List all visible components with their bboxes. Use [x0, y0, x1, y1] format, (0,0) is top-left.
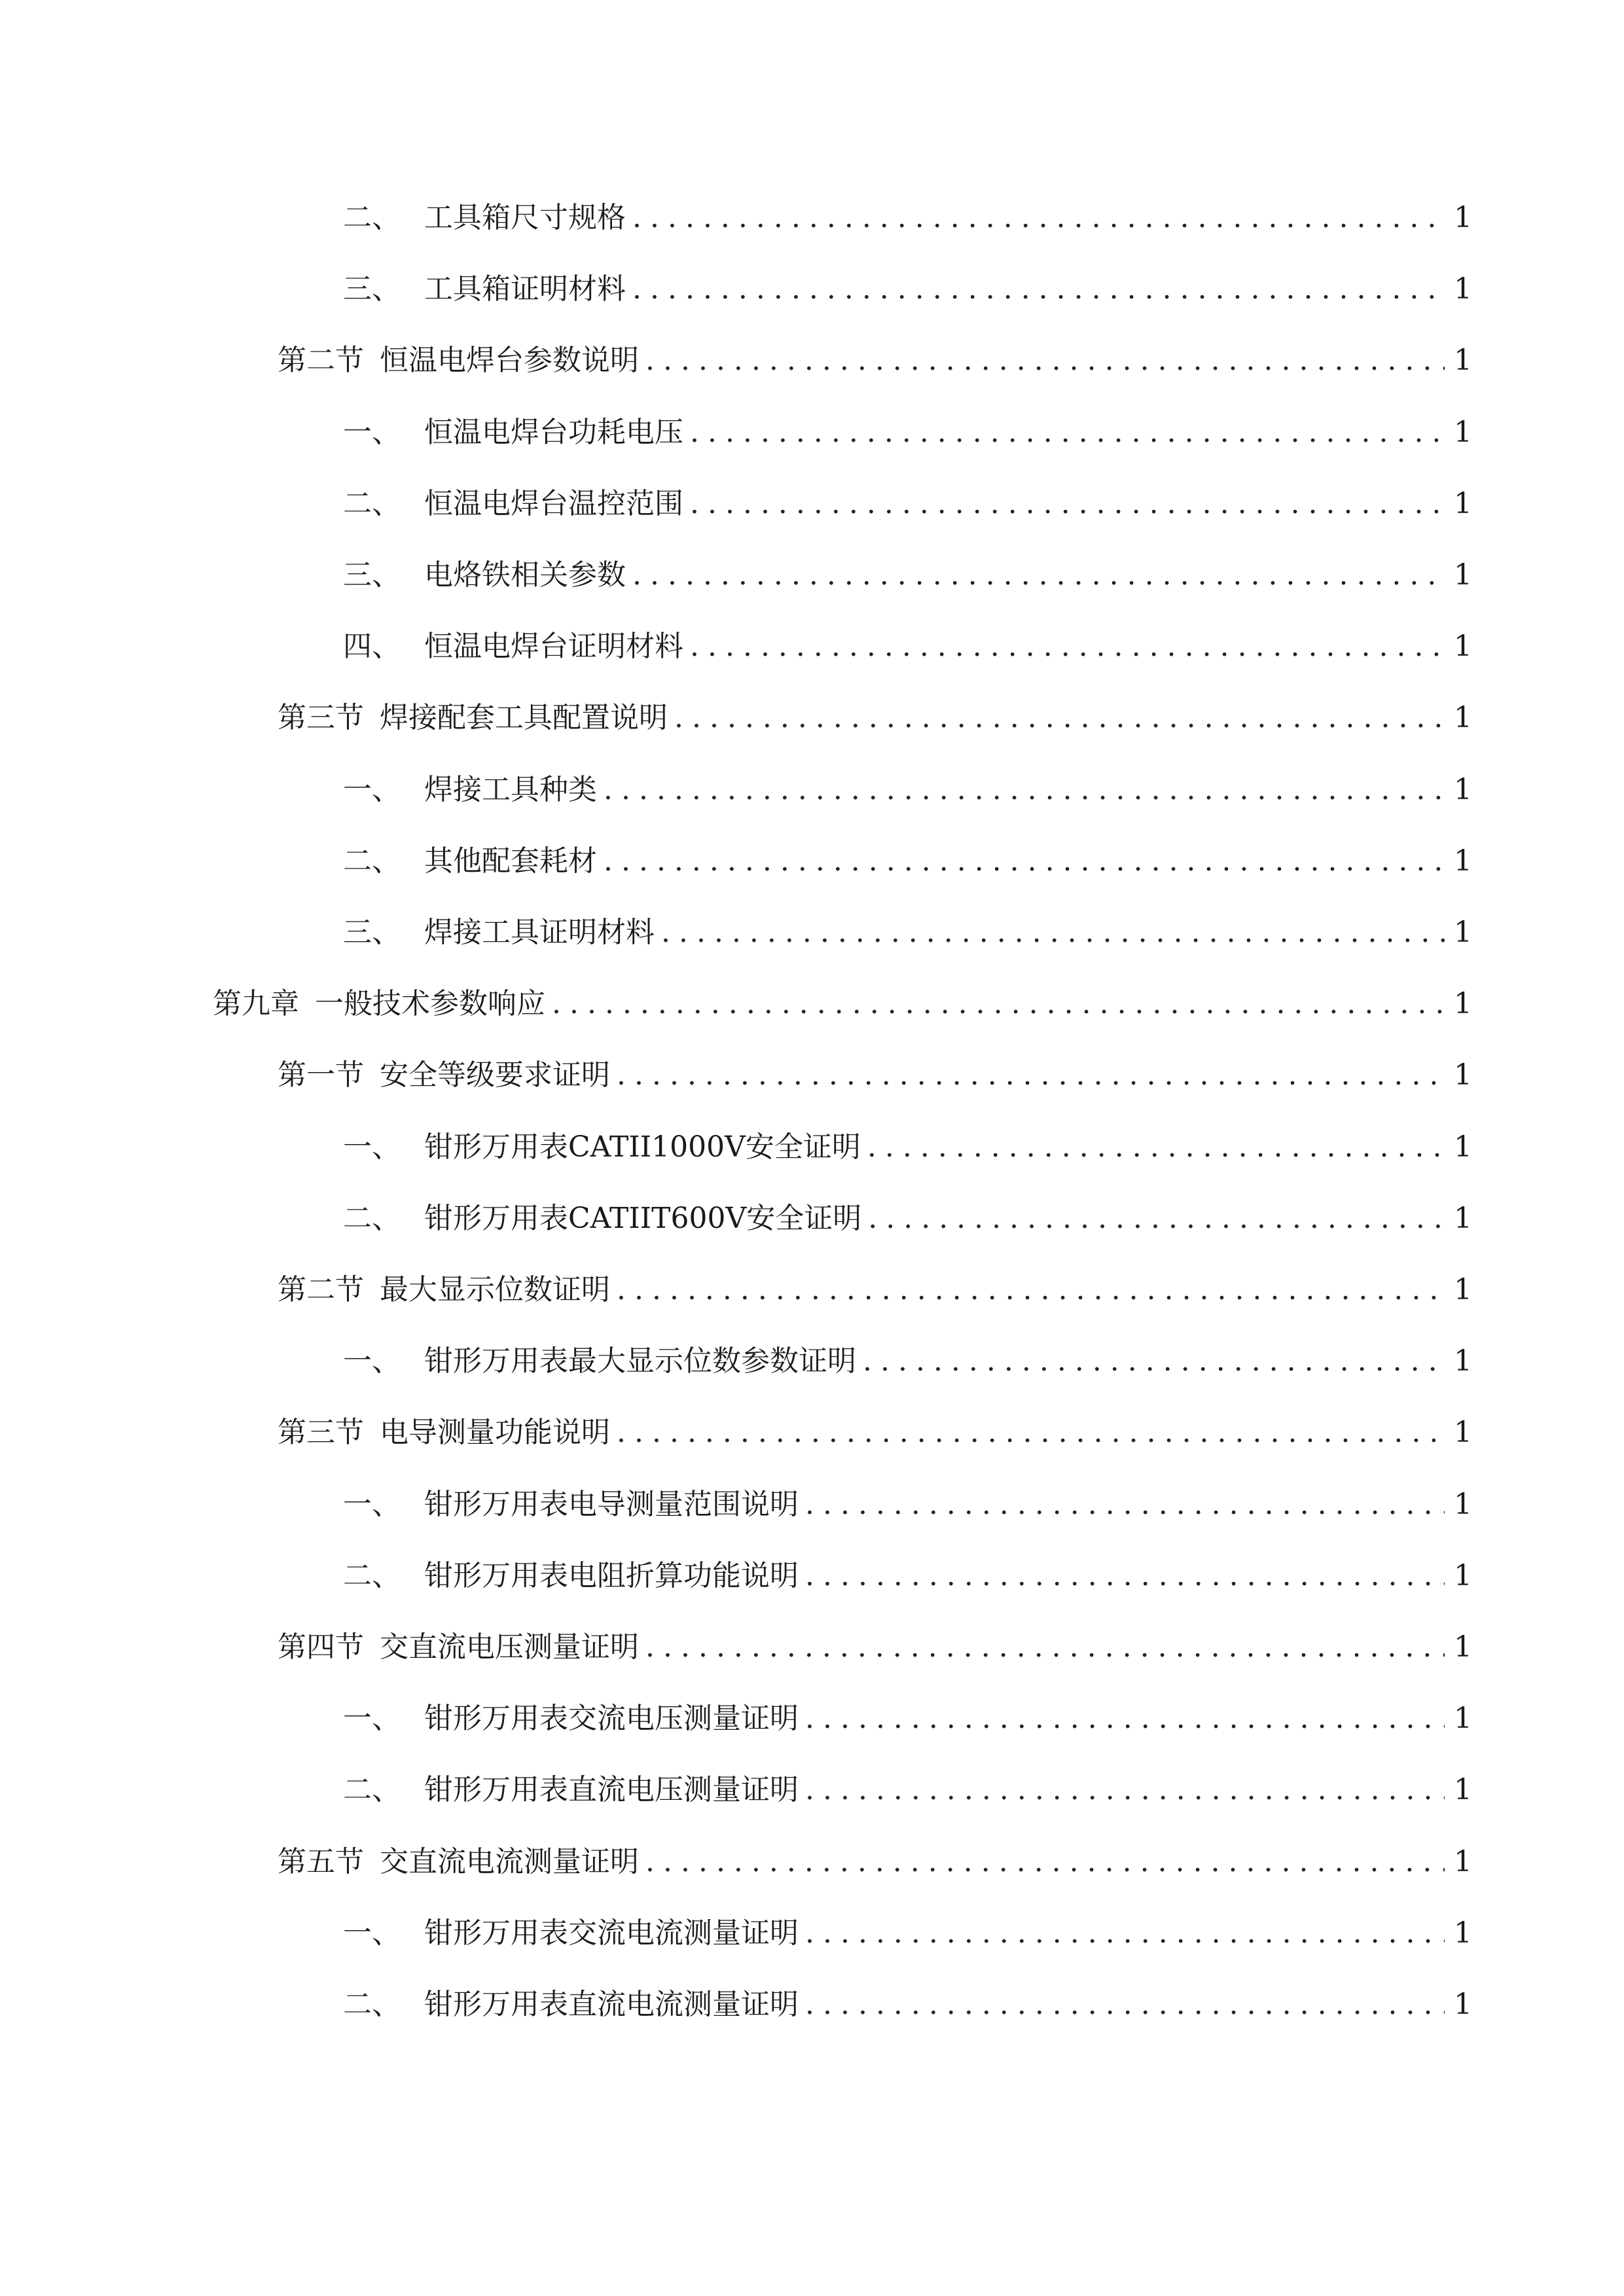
toc-entry-title: 焊接工具种类 — [424, 772, 597, 806]
toc-entry-number: 一、 — [343, 1916, 401, 1950]
toc-dot-leader — [863, 1340, 1445, 1383]
toc-dot-leader — [805, 1483, 1445, 1526]
toc-entry-page-number: 1 — [1454, 701, 1472, 735]
toc-entry[interactable] — [278, 339, 1472, 382]
toc-entry-number: 二、 — [343, 486, 401, 520]
toc-entry-title: 安全等级要求证明 — [380, 1058, 610, 1092]
toc-entry-page-number: 1 — [1454, 987, 1472, 1021]
toc-entry-title: 钳形万用表电导测量范围说明 — [424, 1487, 799, 1521]
toc-entry-page-number: 1 — [1454, 1273, 1472, 1306]
toc-entry-number: 一、 — [343, 1344, 401, 1378]
toc-entry-page-number: 1 — [1454, 1916, 1472, 1950]
toc-entry-number: 一、 — [343, 1487, 401, 1521]
toc-entry-number: 一、 — [343, 772, 401, 806]
toc-entry-title: 一般技术参数响应 — [315, 987, 545, 1021]
toc-entry-page-number: 1 — [1454, 1630, 1472, 1664]
toc-entry-number: 二、 — [343, 201, 401, 234]
toc-entry-number: 第三节 — [278, 1416, 364, 1450]
toc-dot-leader — [805, 1554, 1445, 1598]
toc-dot-leader — [604, 768, 1445, 812]
toc-entry-page-number: 1 — [1454, 772, 1472, 806]
toc-dot-leader — [805, 1697, 1445, 1740]
toc-entry-number: 四、 — [343, 630, 401, 664]
toc-entry[interactable] — [343, 840, 1472, 883]
toc-entry-page-number: 1 — [1454, 486, 1472, 520]
toc-entry-number: 第四节 — [278, 1630, 364, 1664]
toc-entry[interactable] — [343, 482, 1472, 526]
toc-entry-number: 二、 — [343, 1558, 401, 1592]
toc-entry[interactable] — [343, 196, 1472, 240]
toc-entry-number: 第九章 — [213, 987, 299, 1021]
toc-entry-page-number: 1 — [1454, 558, 1472, 592]
toc-entry[interactable] — [343, 268, 1472, 311]
toc-entry-page-number: 1 — [1454, 916, 1472, 949]
toc-entry[interactable] — [343, 1340, 1472, 1383]
toc-entry-page-number: 1 — [1454, 1487, 1472, 1521]
toc-entry[interactable] — [213, 982, 1472, 1026]
toc-entry-page-number: 1 — [1454, 1201, 1472, 1235]
toc-entry-title: 其他配套耗材 — [424, 844, 597, 878]
toc-dot-leader — [632, 554, 1445, 597]
toc-entry-title: 焊接工具证明材料 — [424, 916, 655, 949]
toc-entry-title: 钳形万用表交流电压测量证明 — [424, 1702, 799, 1736]
toc-entry[interactable] — [343, 625, 1472, 668]
toc-entry-number: 一、 — [343, 1702, 401, 1736]
toc-entry-title: 恒温电焊台功耗电压 — [424, 415, 683, 449]
toc-entry[interactable] — [343, 1912, 1472, 1955]
toc-entry-title: 钳形万用表交流电流测量证明 — [424, 1916, 799, 1950]
toc-dot-leader — [632, 268, 1445, 311]
toc-entry-title: 焊接配套工具配置说明 — [380, 701, 668, 735]
toc-entry-title: 电烙铁相关参数 — [424, 558, 626, 592]
toc-entry-page-number: 1 — [1454, 1058, 1472, 1092]
toc-entry-number: 二、 — [343, 1201, 401, 1235]
toc-entry-page-number: 1 — [1454, 415, 1472, 449]
toc-dot-leader — [690, 411, 1445, 454]
toc-dot-leader — [617, 1054, 1445, 1097]
toc-entry-title: 交直流电流测量证明 — [380, 1844, 639, 1878]
toc-entry[interactable] — [278, 1268, 1472, 1312]
toc-dot-leader — [645, 1840, 1445, 1884]
toc-dot-leader — [617, 1411, 1445, 1454]
toc-dot-leader — [690, 482, 1445, 526]
toc-entry-number: 第五节 — [278, 1844, 364, 1878]
toc-dot-leader — [805, 1983, 1445, 2026]
toc-entry-number: 二、 — [343, 1988, 401, 2021]
toc-entry[interactable] — [343, 1197, 1472, 1240]
toc-entry[interactable] — [278, 1626, 1472, 1669]
toc-entry-title: 钳形万用表CATIIT600V安全证明 — [424, 1201, 862, 1235]
toc-entry[interactable] — [343, 1697, 1472, 1740]
toc-entry-title: 钳形万用表电阻折算功能说明 — [424, 1558, 799, 1592]
toc-dot-leader — [690, 625, 1445, 668]
toc-entry-number: 二、 — [343, 844, 401, 878]
toc-entry-number: 第三节 — [278, 701, 364, 735]
toc-dot-leader — [805, 1768, 1445, 1812]
toc-entry-page-number: 1 — [1454, 344, 1472, 378]
toc-entry-page-number: 1 — [1454, 844, 1472, 878]
toc-entry-number: 第二节 — [278, 344, 364, 378]
toc-entry[interactable] — [278, 696, 1472, 740]
toc-dot-leader — [868, 1197, 1445, 1240]
toc-entry-page-number: 1 — [1454, 630, 1472, 664]
toc-entry[interactable] — [278, 1411, 1472, 1454]
toc-entry[interactable] — [343, 1768, 1472, 1812]
toc-dot-leader — [552, 982, 1445, 1026]
toc-entry[interactable] — [278, 1054, 1472, 1097]
toc-entry-title: 恒温电焊台温控范围 — [424, 486, 683, 520]
toc-entry[interactable] — [343, 411, 1472, 454]
toc-dot-leader — [645, 1626, 1445, 1669]
toc-entry-number: 三、 — [343, 558, 401, 592]
toc-entry-page-number: 1 — [1454, 1344, 1472, 1378]
toc-dot-leader — [805, 1912, 1445, 1955]
toc-entry-page-number: 1 — [1454, 1773, 1472, 1807]
toc-entry-title: 钳形万用表直流电压测量证明 — [424, 1773, 799, 1807]
toc-entry-title: 最大显示位数证明 — [380, 1273, 610, 1306]
toc-dot-leader — [617, 1268, 1445, 1312]
toc-entry-page-number: 1 — [1454, 272, 1472, 306]
toc-entry-number: 三、 — [343, 272, 401, 306]
toc-entry-title: 工具箱尺寸规格 — [424, 201, 626, 234]
toc-entry-number: 二、 — [343, 1773, 401, 1807]
toc-entry[interactable] — [343, 1983, 1472, 2026]
toc-entry-number: 第二节 — [278, 1273, 364, 1306]
toc-entry-page-number: 1 — [1454, 1130, 1472, 1164]
toc-entry-title: 交直流电压测量证明 — [380, 1630, 639, 1664]
toc-entry-title: 钳形万用表最大显示位数参数证明 — [424, 1344, 856, 1378]
toc-dot-leader — [867, 1126, 1445, 1169]
toc-entry[interactable] — [343, 768, 1472, 812]
toc-entry-page-number: 1 — [1454, 1558, 1472, 1592]
toc-entry[interactable] — [343, 1126, 1472, 1169]
toc-entry[interactable] — [278, 1840, 1472, 1884]
toc-entry-number: 三、 — [343, 916, 401, 949]
toc-dot-leader — [645, 339, 1445, 382]
toc-dot-leader — [674, 696, 1445, 740]
toc-entry-title: 恒温电焊台证明材料 — [424, 630, 683, 664]
toc-entry-number: 一、 — [343, 1130, 401, 1164]
toc-entry-title: 电导测量功能说明 — [380, 1416, 610, 1450]
toc-entry[interactable] — [343, 911, 1472, 954]
toc-dot-leader — [632, 196, 1445, 240]
toc-entry-page-number: 1 — [1454, 1702, 1472, 1736]
toc-entry-page-number: 1 — [1454, 1844, 1472, 1878]
toc-dot-leader — [661, 911, 1445, 954]
toc-entry-page-number: 1 — [1454, 201, 1472, 234]
toc-entry-title: 钳形万用表CATII1000V安全证明 — [424, 1130, 861, 1164]
toc-entry-page-number: 1 — [1454, 1988, 1472, 2021]
toc-entry-title: 钳形万用表直流电流测量证明 — [424, 1988, 799, 2021]
toc-entry[interactable] — [343, 1483, 1472, 1526]
toc-entry-number: 第一节 — [278, 1058, 364, 1092]
toc-entry[interactable] — [343, 1554, 1472, 1598]
toc-entry-number: 一、 — [343, 415, 401, 449]
toc-entry-title: 恒温电焊台参数说明 — [380, 344, 639, 378]
toc-entry-page-number: 1 — [1454, 1416, 1472, 1450]
toc-entry[interactable] — [343, 554, 1472, 597]
toc-entry-title: 工具箱证明材料 — [424, 272, 626, 306]
toc-dot-leader — [604, 840, 1445, 883]
